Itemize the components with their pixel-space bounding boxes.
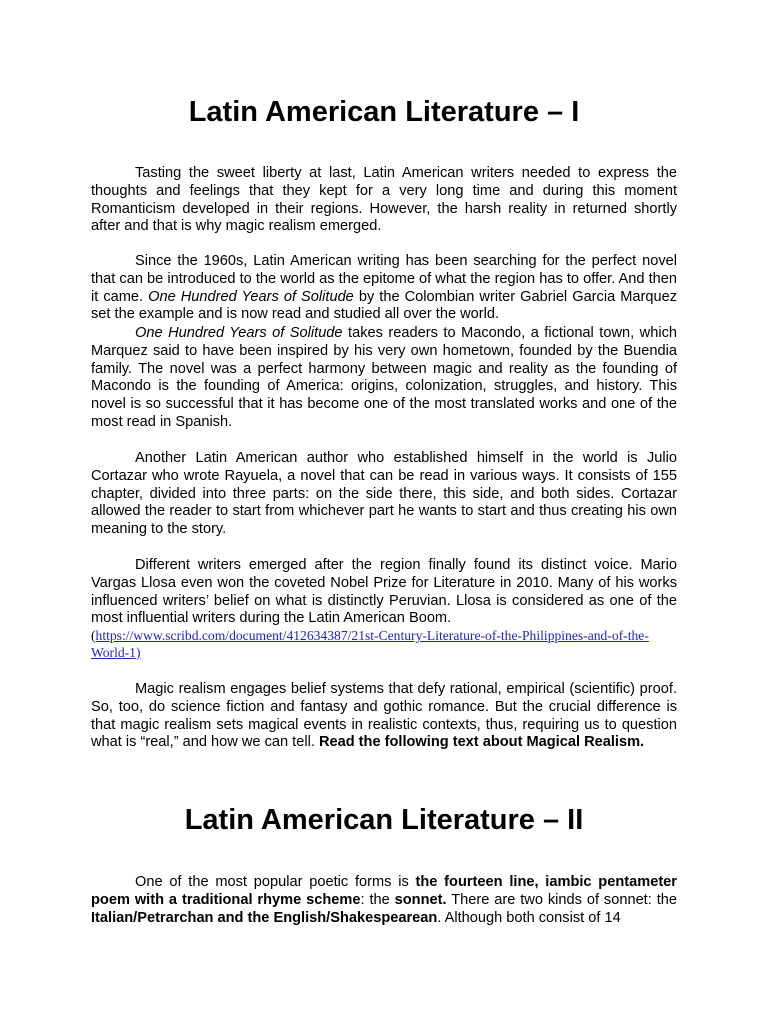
bold-text: sonnet. — [394, 891, 447, 908]
paragraph-macondo — [91, 325, 677, 432]
paragraph-cortazar: Another Latin American author who established himself in the world is Julio Cortazar who wrote Rayuela, a novel that can be read in various ways. It consists of 155 chapter, divided into three parts: on the side there, this side, and both sides. Cortazar allowed the reader to start from whichever part he wants to start and thus creating his own meaning to the story. — [91, 450, 677, 538]
paragraph-magic-realism — [91, 681, 677, 752]
bold-text: the fourteen line, iambic pentameter poem with a traditional rhyme scheme — [91, 874, 677, 908]
source-link-line — [91, 628, 677, 661]
text-run: There are two kinds of sonnet: the — [446, 891, 677, 908]
paragraph-sonnet — [91, 874, 677, 927]
paragraph-llosa — [91, 557, 677, 661]
book-title-italic: One Hundred Years of Solitude — [148, 288, 354, 305]
text-run: One of the most popular poetic forms is — [135, 874, 416, 890]
text-run: Magic realism engages belief systems that defy rational, empirical (scientific) proof. So, too, do science fiction and fantasy and gothic romance. But the crucial difference is that magic realism sets magical events in realistic contexts, thus, requiring us to question what is “real,” and how we can tell. — [91, 681, 677, 751]
bold-instruction: Read the following text about Magical Realism. — [318, 734, 645, 751]
paragraph-1960s — [91, 253, 677, 324]
text-run: takes readers to Macondo, a fictional town, which Marquez said to have been inspired by his very own hometown, founded by the Buendia family. The novel was a perfect harmony between magic and reality as the founding of Macondo is the founding of America: origins, colonization, struggles, and history. This novel is so successful that it has become one of the most translated works and one of the most read in Spanish. — [91, 325, 677, 430]
paragraph-liberty: Tasting the sweet liberty at last, Latin American writers needed to express the thoughts and feelings that they kept for a very long time and during this moment Romanticism developed in their regions. However, the harsh reality in returned shortly after and that is why magic realism emerged. — [91, 165, 677, 235]
text-run: Different writers emerged after the region finally found its distinct voice. Mario Vargas Llosa even won the coveted Nobel Prize for Literature in 2010. Many of his works influenced writers’ belief on what is distinctly Peruvian. Llosa is considered as one of the most influential writers during the Latin American Boom. — [91, 557, 677, 627]
section-title-1: Latin American Literature – I — [188, 96, 580, 128]
text-run: Since the 1960s, Latin American writing has been searching for the perfect novel that can be introduced to the world as the epitome of what the region has to offer. And then it came. — [91, 253, 677, 305]
link-open-paren: ( — [91, 628, 96, 644]
source-link[interactable]: https://www.scribd.com/document/412634387/21st-Century-Literature-of-the-Philippines-and-of-the-World-1) — [91, 628, 649, 660]
text-run: . Although both consist of 14 — [437, 909, 621, 926]
text-run: : the — [360, 891, 395, 908]
bold-text: Italian/Petrarchan and the English/Shakespearean — [91, 909, 438, 926]
text-run: by the Colombian writer Gabriel Garcia Marquez set the example and is now read and studied all over the world. — [91, 288, 678, 323]
section-title-2: Latin American Literature – II — [184, 804, 584, 836]
book-title-italic: One Hundred Years of Solitude — [135, 325, 343, 341]
